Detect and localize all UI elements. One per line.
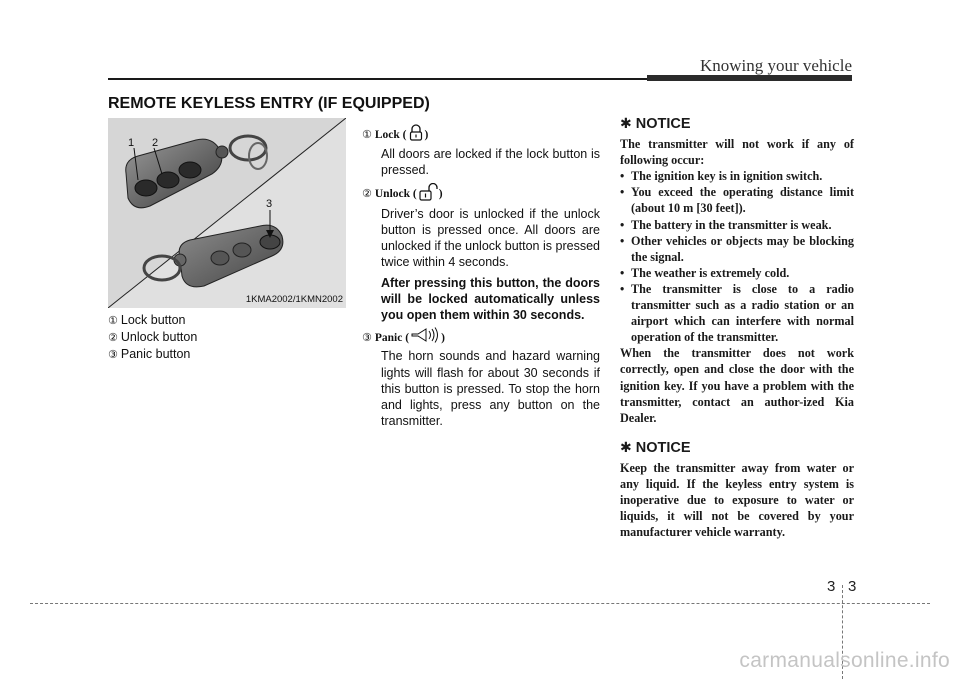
panic-item [362,327,600,429]
lock-item [362,124,600,179]
unlock-body: Driver’s door is unlocked if the unlock button is pressed once. All doors are unlocked if the unlock button is pressed twice within 4 seconds. [381,206,600,270]
footer-rule [30,603,930,604]
item-number: ③ [362,330,372,344]
item-title-close: ) [441,331,445,344]
item-title-close: ) [424,129,429,141]
item-title: Unlock ( [374,188,417,201]
panic-heading [362,327,600,348]
notice-body: Keep the transmitter away from water or any liquid. If the keyless entry system is inoperative due to exposure to water or liquids, it will not be covered by your manufacturer vehicle warranty. [620,460,854,540]
notice-outro: When the transmitter does not work correctly, open and close the door with the ignition key. If you have a problem with the transmitter, contact an author-ized Kia Dealer. [620,346,854,425]
notice-bullet: • The weather is extremely cold. [620,265,790,280]
lock-heading [362,124,600,146]
item-number: ① [362,128,372,141]
button-legend [108,312,346,363]
notice-transmitter [620,116,854,426]
car-horn-icon [410,327,440,348]
notice-star-icon: ✱ [620,116,632,132]
header-rule-accent [647,75,852,81]
item-title: Lock ( [374,129,407,141]
section-title: REMOTE KEYLESS ENTRY (IF EQUIPPED) [108,95,430,112]
notice-intro: The transmitter will not work if any of following occur: [620,137,854,168]
item-title-close: ) [438,188,443,201]
padlock-icon [408,124,424,146]
notice-column [620,116,854,540]
notice-bullet: • Other vehicles or objects may be blocking the signal. [620,233,854,264]
legend-label: Lock button [120,313,186,327]
unlock-heading [362,183,600,206]
legend-item [108,346,346,363]
notice-heading [620,116,854,132]
legend-label: Panic button [120,347,191,361]
watermark: carmanualsonline.info [739,649,950,672]
running-header: Knowing your vehicle [699,56,852,75]
item-number: ② [362,187,372,201]
unlock-item [362,183,600,324]
legend-label: Unlock button [120,330,198,344]
key-fob-drawing [108,118,346,308]
legend-number: ② [108,331,118,344]
notice-bullet-list [620,168,854,345]
legend-number: ① [108,314,118,327]
notice-bullet: • You exceed the operating distance limit (about 10 m [30 feet]). [620,185,854,216]
figure-code: 1KMA2002/1KMN2002 [245,294,343,305]
notice-heading-text: NOTICE [635,439,691,456]
callout-2: 2 [152,137,159,149]
button-descriptions [362,124,600,433]
lock-body: All doors are locked if the lock button is pressed. [381,147,600,178]
page-number: 3 [848,578,857,595]
notice-bullet: • The transmitter is close to a radio transmitter such as a radio station or an airport which can interfere with normal operation of the transmitter. [620,281,854,345]
notice-water [620,440,854,541]
notice-star-icon: ✱ [620,439,632,456]
unlock-warning: After pressing this button, the doors will be locked automatically unless you open them within 30 seconds. [381,275,600,323]
chapter-number: 3 [827,578,836,595]
legend-item [108,312,346,329]
notice-bullet: • The battery in the transmitter is weak. [620,217,832,232]
notice-bullet: • The ignition key is in ignition switch. [620,169,823,184]
notice-heading [620,440,854,456]
panic-body: The horn sounds and hazard warning lights will flash for about 30 seconds if this button is pressed. To stop the horn and lights, press any button on the transmitter. [381,349,600,429]
callout-1: 1 [128,137,135,149]
callout-3: 3 [266,198,273,210]
open-padlock-icon [418,183,438,206]
item-title: Panic ( [374,331,410,344]
key-fob-illustration [108,118,346,308]
notice-heading-text: NOTICE [635,116,691,132]
legend-item [108,329,346,346]
legend-number: ③ [108,348,118,361]
